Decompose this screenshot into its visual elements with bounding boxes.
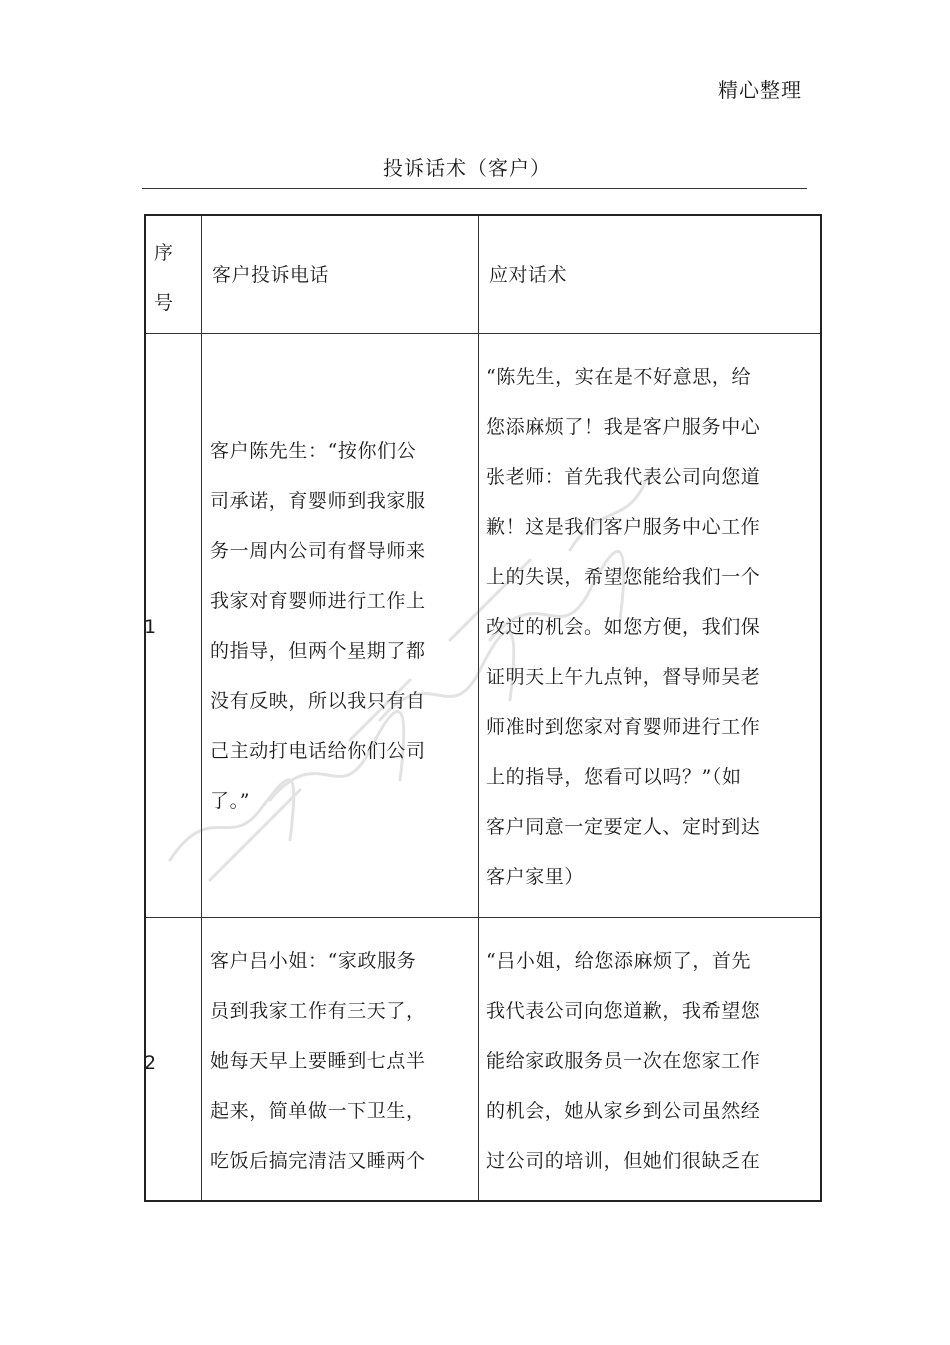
row-number: 1 (144, 616, 157, 638)
row-divider (146, 917, 820, 918)
response-text: “陈先生，实在是不好意思，给 您添麻烦了！我是客户服务中心 张老师：首先我代表公司向您道 歉！这是我们客户服务中心工作 上的失误，希望您能给我们一个 改过的机会。如您方便，我们保 证明天上午九点钟，督导师吴老 师准时到您家对育婴师进行工作 上的指导，您看可以吗？”（如 客户同意一定要定人、定时到达 客户家里） (486, 366, 761, 888)
column-divider (478, 216, 479, 1200)
page-title: 投诉话术（客户） (383, 156, 551, 180)
complaint-script-table (144, 214, 822, 1202)
complaint-text: 客户吕小姐：“家政服务 员到我家工作有三天了， 她每天早上要睡到七点半 起来，简单做一下卫生， 吃饭后搞完清洁又睡两个 (210, 950, 426, 1172)
column-header-response: 应对话术 (489, 264, 568, 286)
row-number: 2 (144, 1052, 157, 1074)
column-divider (201, 216, 202, 1200)
header-label: 精心整理 (718, 78, 802, 102)
complaint-text: 客户陈先生：“按你们公 司承诺，育婴师到我家服 务一周内公司有督导师来 我家对育婴师进行工作上 的指导，但两个星期了都 没有反映，所以我只有自 己主动打电话给你们公司 了。” (210, 440, 426, 812)
column-header-complaint: 客户投诉电话 (212, 264, 330, 286)
row-divider (146, 333, 820, 334)
column-header-number: 序 号 (154, 242, 174, 314)
title-divider (142, 188, 807, 189)
response-text: “吕小姐，给您添麻烦了，首先 我代表公司向您道歉，我希望您 能给家政服务员一次在您家工作 的机会，她从家乡到公司虽然经 过公司的培训，但她们很缺乏在 (486, 950, 761, 1172)
